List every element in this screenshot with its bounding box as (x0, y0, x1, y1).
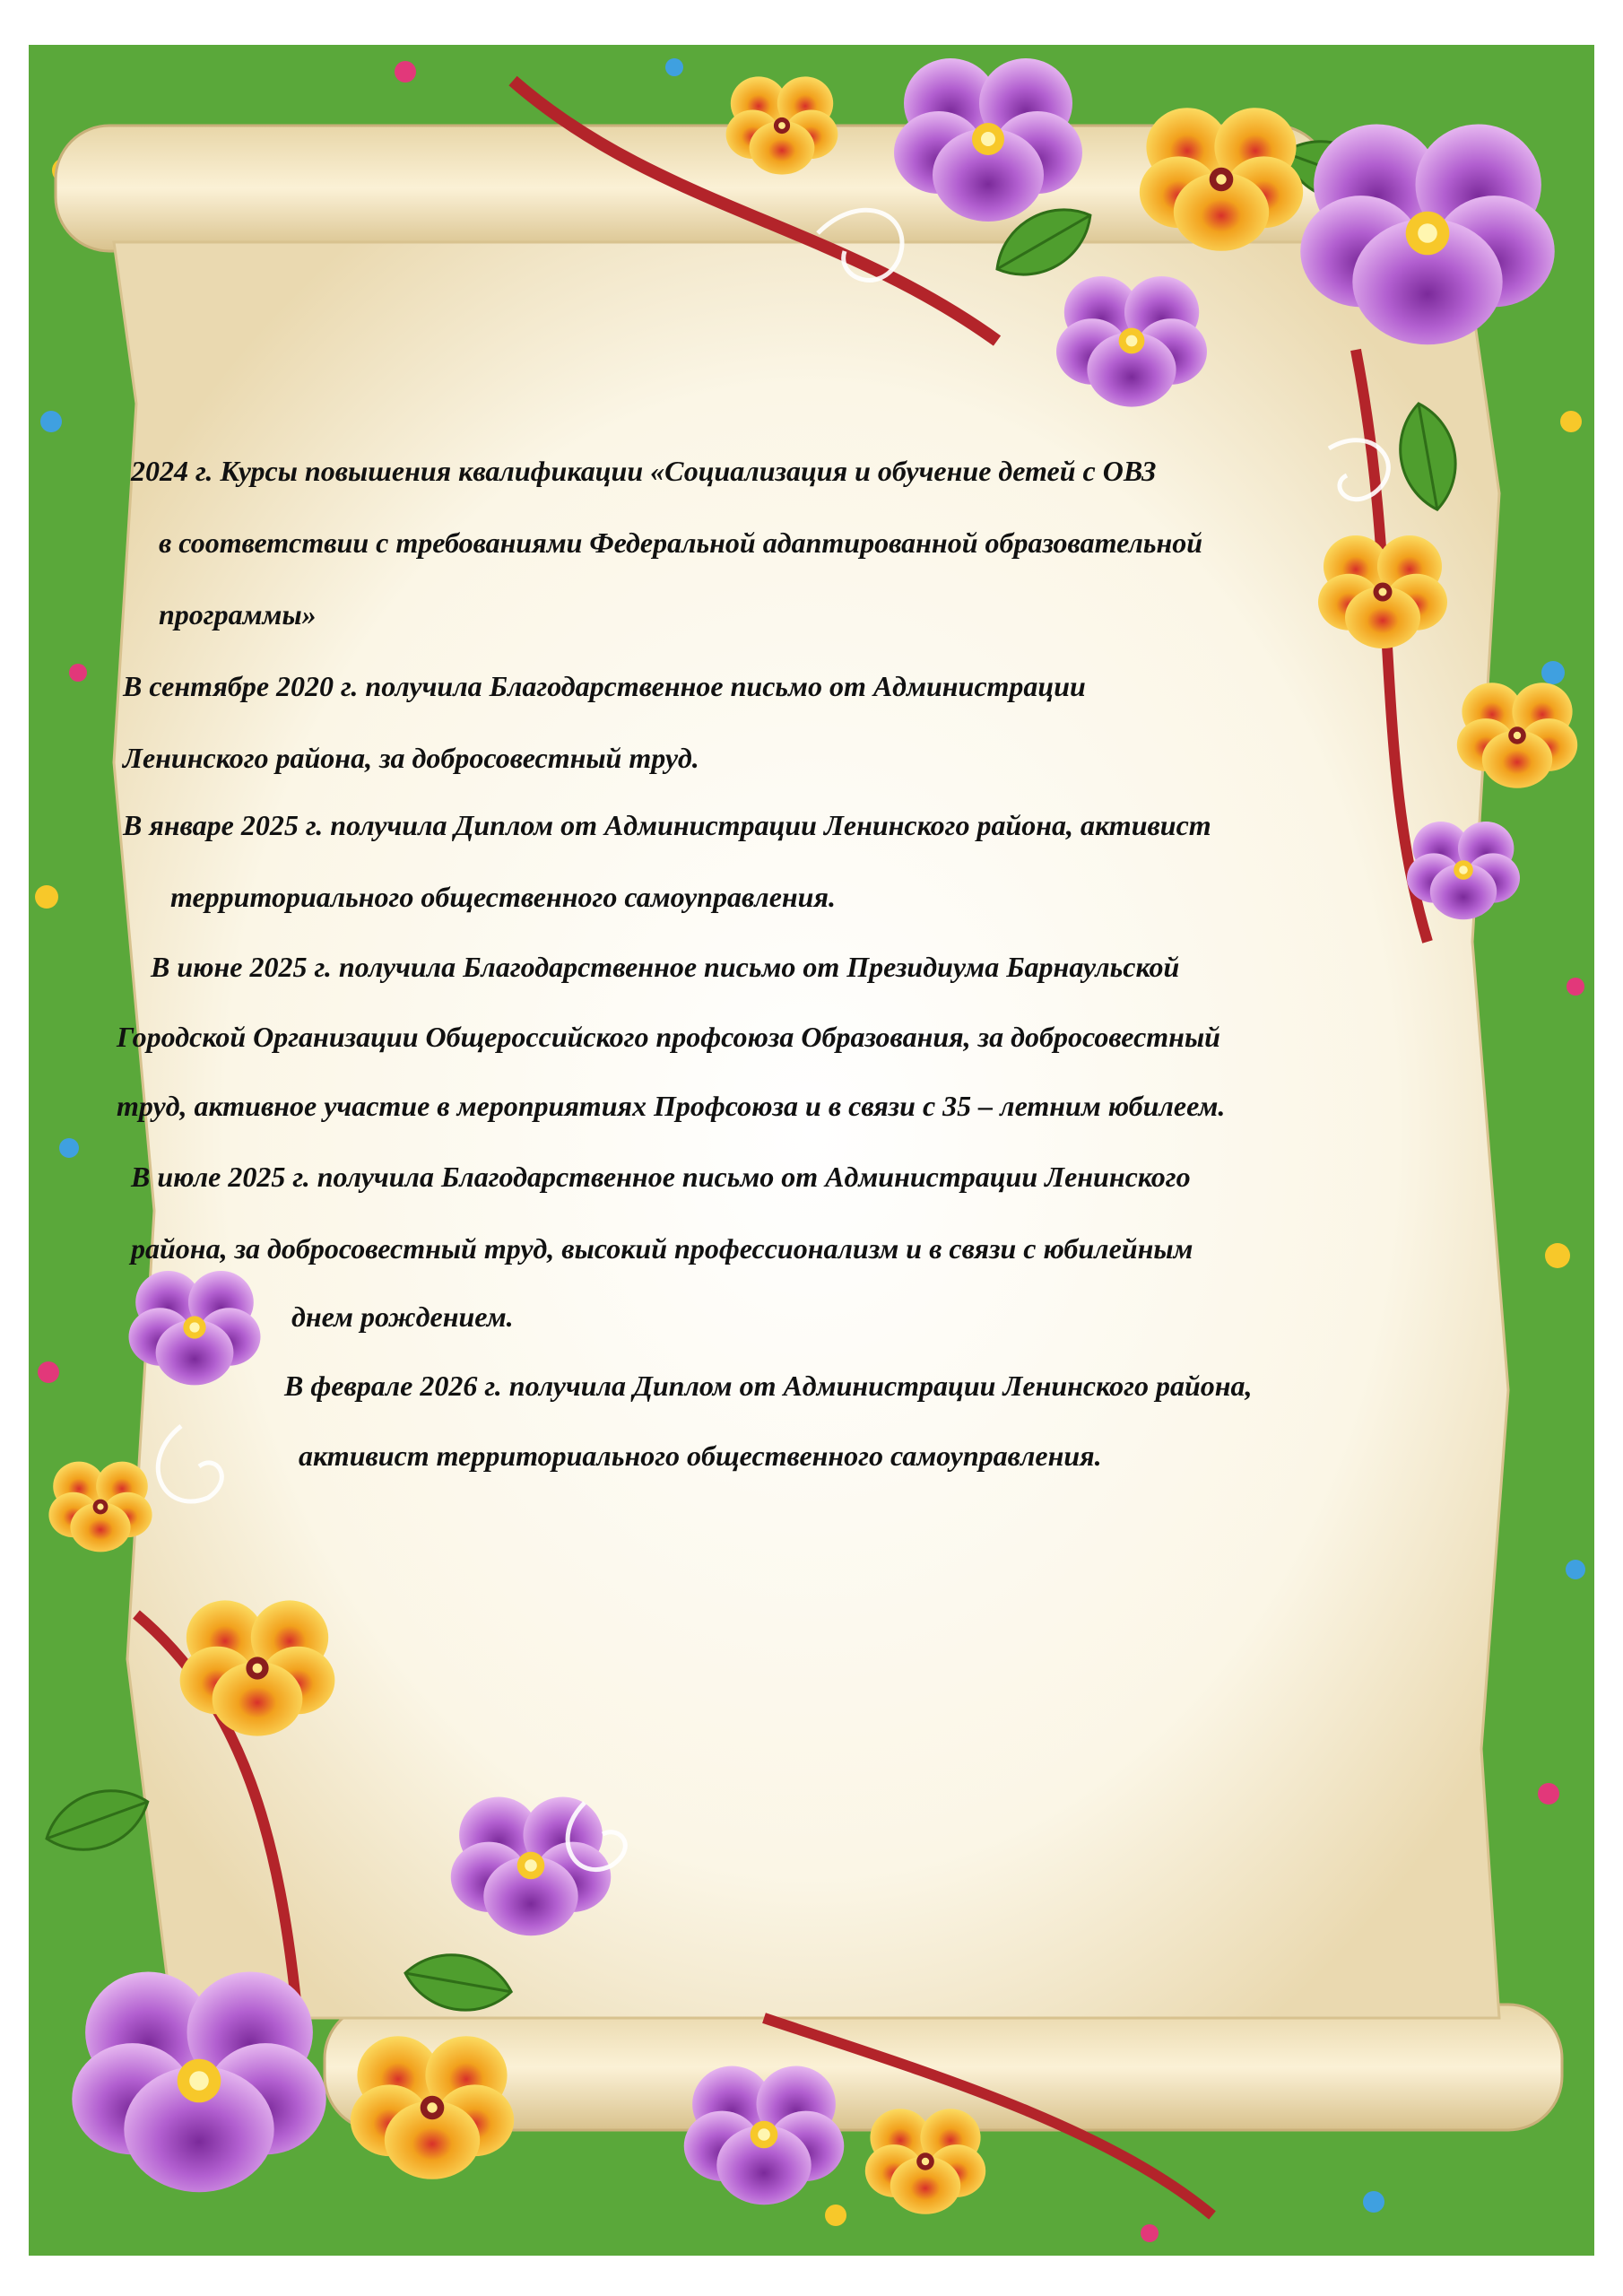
text-line: В июле 2025 г. получила Благодарственное письмо от Администрации Ленинского (131, 1161, 1191, 1193)
text-line: программы» (159, 598, 317, 631)
text-line: В феврале 2026 г. получила Диплом от Администрации Ленинского района, (284, 1370, 1253, 1402)
text-line: Городской Организации Общероссийского профсоюза Образования, за добросовестный (117, 1021, 1220, 1053)
text-line: В январе 2025 г. получила Диплом от Администрации Ленинского района, активист (123, 809, 1211, 841)
text-line: В сентябре 2020 г. получила Благодарственное письмо от Администрации (123, 670, 1086, 702)
text-line: Ленинского района, за добросовестный труд. (123, 742, 699, 774)
text-line: района, за добросовестный труд, высокий профессионализм и в связи с юбилейным (131, 1232, 1193, 1265)
text-line: 2024 г. Курсы повышения квалификации «Социализация и обучение детей с ОВЗ (131, 455, 1157, 487)
text-line: территориального общественного самоуправления. (170, 881, 836, 913)
text-line: В июне 2025 г. получила Благодарственное письмо от Президиума Барнаульской (151, 951, 1180, 983)
text-line: активист территориального общественного самоуправления. (299, 1439, 1102, 1472)
text-line: труд, активное участие в мероприятиях Профсоюза и в связи с 35 – летним юбилеем. (117, 1090, 1226, 1122)
text-line: в соответствии с требованиями Федеральной адаптированной образовательной (159, 526, 1203, 559)
text-line: днем рождением. (291, 1300, 514, 1333)
